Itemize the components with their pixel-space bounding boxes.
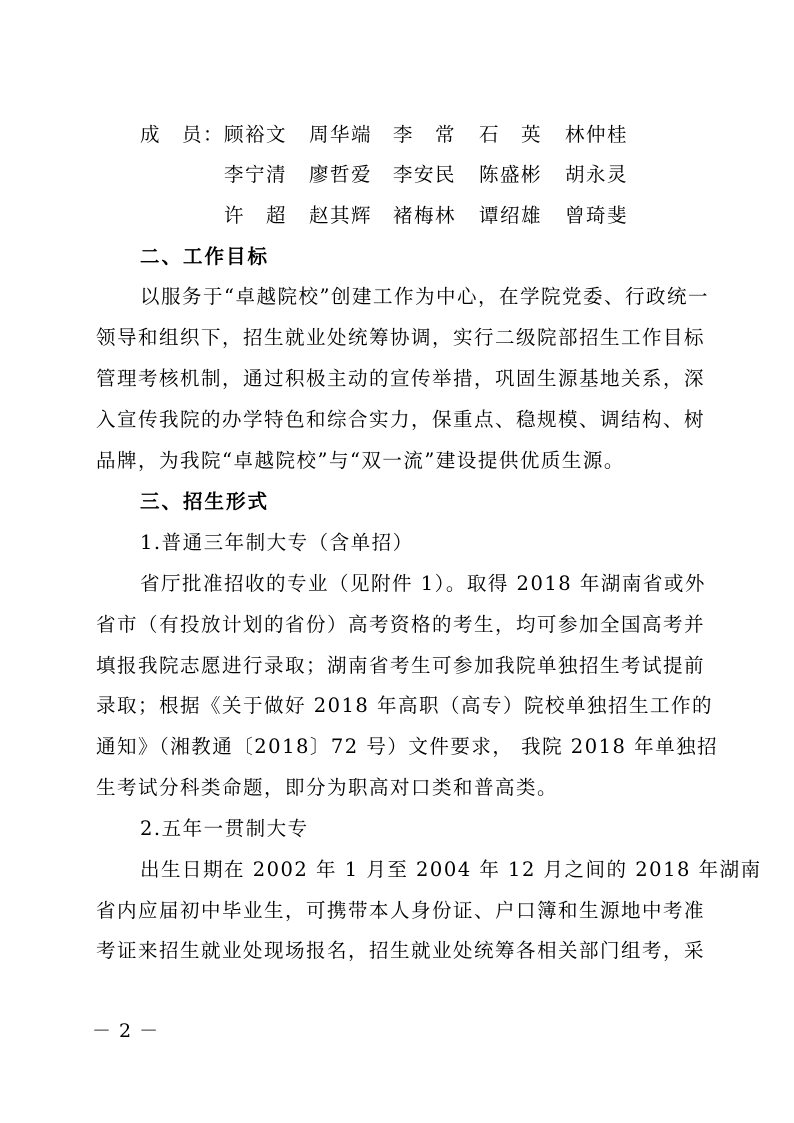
paragraph-line: 出生日期在 2002 年 1 月至 2004 年 12 月之间的 2018 年湖南: [140, 858, 762, 881]
member-name: 林仲桂: [565, 123, 629, 146]
member-name: 谭绍雄: [479, 204, 543, 227]
member-name: 顾裕文: [224, 123, 288, 146]
members-label: 成 员：: [140, 123, 225, 146]
member-name: 许 超: [224, 204, 288, 227]
paragraph-line: 填报我院志愿进行录取；湖南省考生可参加我院单独招生考试提前: [96, 654, 706, 677]
member-name: 石 英: [479, 123, 543, 146]
member-name: 褚梅林: [393, 204, 457, 227]
paragraph-line: 省厅批准招收的专业（见附件 1）。取得 2018 年湖南省或外: [140, 572, 706, 595]
paragraph-line: 管理考核机制，通过积极主动的宣传举措，巩固生源基地关系，深: [96, 367, 706, 390]
paragraph-line: 入宣传我院的办学特色和综合实力，保重点、稳规模、调结构、树: [96, 408, 706, 431]
member-name: 李宁清: [224, 163, 288, 186]
paragraph-line: 生考试分科类命题，即分为职高对口类和普高类。: [96, 776, 559, 799]
section-heading-forms: 三、招生形式: [140, 490, 270, 513]
paragraph-line: 考证来招生就业处现场报名，招生就业处统筹各相关部门组考，采: [96, 939, 706, 962]
paragraph-line: 通知》（湘教通〔2018〕72 号）文件要求， 我院 2018 年单独招: [96, 735, 719, 758]
member-name: 曾琦斐: [565, 204, 629, 227]
paragraph-line: 省内应届初中毕业生，可携带本人身份证、户口簿和生源地中考准: [96, 899, 706, 922]
subsection-title: 1.普通三年制大专（含单招）: [140, 531, 414, 554]
member-name: 陈盛彬: [479, 163, 543, 186]
subsection-title: 2.五年一贯制大专: [140, 817, 309, 840]
paragraph-line: 品牌，为我院“卓越院校”与“双一流”建设提供优质生源。: [96, 449, 625, 472]
member-name: 赵其辉: [309, 204, 373, 227]
paragraph-line: 领导和组织下，招生就业处统筹协调，实行二级院部招生工作目标: [96, 326, 706, 349]
member-name: 周华端: [309, 123, 373, 146]
member-name: 李 常: [393, 123, 457, 146]
member-name: 李安民: [393, 163, 457, 186]
paragraph-line: 录取；根据《关于做好 2018 年高职（高专）院校单独招生工作的: [96, 694, 714, 717]
member-name: 廖哲爱: [309, 163, 373, 186]
section-heading-goals: 二、工作目标: [140, 245, 270, 268]
page-number: － 2 －: [92, 1020, 160, 1042]
paragraph-line: 省市（有投放计划的省份）高考资格的考生，均可参加全国高考并: [96, 613, 706, 636]
paragraph-line: 以服务于“卓越院校”创建工作为中心，在学院党委、行政统一: [140, 285, 709, 308]
member-name: 胡永灵: [565, 163, 629, 186]
